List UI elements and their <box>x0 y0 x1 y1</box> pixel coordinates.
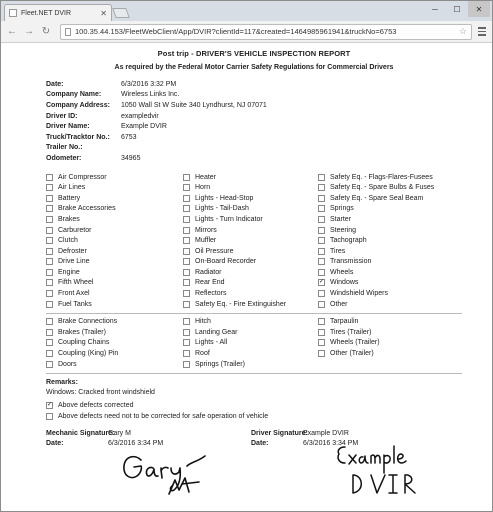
checkbox[interactable] <box>46 350 53 357</box>
info-row-odometer <box>46 153 462 164</box>
checklist-column <box>46 316 183 369</box>
checklist-item-drive-line[interactable] <box>46 257 183 268</box>
checklist-item-label: Transmission <box>330 258 372 266</box>
checklist-item-engine[interactable] <box>46 267 183 278</box>
checklist-item-front-axel[interactable] <box>46 288 183 299</box>
checklist-item-coupling-chains[interactable] <box>46 338 183 349</box>
truck-inspection-checklist <box>46 172 462 310</box>
checkbox[interactable] <box>183 301 190 308</box>
checklist-item-label: Other (Trailer) <box>330 350 374 358</box>
info-row-trailer-no <box>46 143 462 154</box>
checkbox[interactable] <box>46 216 53 223</box>
info-row-company-address <box>46 100 462 111</box>
info-row-driver-name <box>46 121 462 132</box>
checkbox[interactable] <box>46 279 53 286</box>
checklist-item-label: Reflectors <box>195 290 227 298</box>
checkbox[interactable] <box>46 227 53 234</box>
checkbox[interactable] <box>46 413 53 420</box>
info-label: Truck/Tracktor No.: <box>46 133 110 141</box>
maximize-icon[interactable]: ☐ <box>453 4 461 14</box>
checklist-item-safety-eq-fire-extinguisher[interactable] <box>183 299 318 310</box>
checkbox[interactable] <box>318 290 325 297</box>
checklist-column <box>46 172 183 310</box>
checkbox[interactable] <box>318 216 325 223</box>
checkbox[interactable] <box>46 361 53 368</box>
checklist-item-oil-pressure[interactable] <box>183 246 318 257</box>
new-tab-button[interactable] <box>112 8 130 18</box>
checkbox[interactable] <box>183 318 190 325</box>
mechanic-signature-image <box>119 446 219 498</box>
info-label: Company Address: <box>46 101 110 109</box>
remarks-text: Windows: Cracked front windshield <box>46 389 155 397</box>
certification-label: Above defects corrected <box>58 402 134 410</box>
checklist-item-tires-trailer[interactable] <box>318 327 448 338</box>
checklist-item-label: Radiator <box>195 268 222 276</box>
page-info-icon[interactable] <box>65 28 71 36</box>
checklist-column <box>183 172 318 310</box>
browser-menu-icon[interactable] <box>476 25 488 39</box>
address-bar[interactable] <box>60 24 472 40</box>
checklist-item-label: Brakes (Trailer) <box>58 328 106 336</box>
checkbox[interactable] <box>183 216 190 223</box>
checklist-item-label: Wheels <box>330 268 354 276</box>
info-row-driver-id <box>46 111 462 122</box>
checklist-item-radiator[interactable] <box>183 267 318 278</box>
checklist-item-coupling-king-pin[interactable] <box>46 348 183 359</box>
window-controls <box>424 1 490 17</box>
checklist-item-horn[interactable] <box>183 182 318 193</box>
driver-name: Example DVIR <box>303 429 349 437</box>
checklist-item-label: Mirrors <box>195 226 217 234</box>
checklist-item-muffler[interactable] <box>183 235 318 246</box>
checklist-item-label: Drive Line <box>58 258 90 266</box>
checklist-item-label: Safety Eq. - Flags-Flares-Fusees <box>330 173 433 181</box>
checklist-item-label: Landing Gear <box>195 328 238 336</box>
checklist-item-label: Springs (Trailer) <box>195 360 245 368</box>
checklist-item-label: Tires (Trailer) <box>330 328 372 336</box>
checklist-item-label: Safety Eq. - Spare Seal Beam <box>330 194 424 202</box>
mechanic-name: Gary M <box>108 429 131 437</box>
checkbox[interactable] <box>318 174 325 181</box>
url-text: 100.35.44.153/FleetWebClient/App/DVIR?clientId=117&created=1464985961941&truckNo=6753 <box>75 27 397 36</box>
info-value: 6/3/2016 3:32 PM <box>121 80 177 88</box>
info-value: 34965 <box>121 154 141 162</box>
checklist-item-tachograph[interactable] <box>318 235 448 246</box>
certification-option-1[interactable] <box>46 400 462 411</box>
info-row-company-name <box>46 90 462 101</box>
checklist-item-carburetor[interactable] <box>46 225 183 236</box>
checklist-item-brake-connections[interactable] <box>46 316 183 327</box>
checkbox[interactable] <box>318 237 325 244</box>
checkbox[interactable] <box>318 350 325 357</box>
checklist-item-air-lines[interactable] <box>46 182 183 193</box>
checklist-item-label: Steering <box>330 226 357 234</box>
reload-icon[interactable]: ↻ <box>41 26 51 37</box>
checkbox[interactable] <box>183 279 190 286</box>
info-value: Wireless Links Inc. <box>121 91 180 99</box>
checklist-item-label: Wheels (Trailer) <box>330 339 380 347</box>
checkbox[interactable] <box>46 318 53 325</box>
checkbox[interactable] <box>46 174 53 181</box>
checkbox[interactable] <box>183 184 190 191</box>
checklist-item-label: Coupling (King) Pin <box>58 350 119 358</box>
bookmark-star-icon[interactable]: ☆ <box>458 26 467 36</box>
section-divider <box>46 373 462 374</box>
checkbox[interactable] <box>318 329 325 336</box>
checklist-item-transmission[interactable] <box>318 257 448 268</box>
info-label: Driver Name: <box>46 123 90 131</box>
checklist-item-label: Lights - Turn Indicator <box>195 215 263 223</box>
checklist-item-brakes-trailer[interactable] <box>46 327 183 338</box>
checklist-item-label: Starter <box>330 215 352 223</box>
mechanic-date: 6/3/2016 3:34 PM <box>108 439 164 447</box>
checklist-item-label: Roof <box>195 350 210 358</box>
checklist-item-label: Tarpaulin <box>330 318 359 326</box>
checklist-item-mirrors[interactable] <box>183 225 318 236</box>
checkbox[interactable] <box>46 258 53 265</box>
checklist-item-label: Safety Eq. - Fire Extinguisher <box>195 300 287 308</box>
checkbox[interactable] <box>183 290 190 297</box>
driver-signature-image <box>333 441 451 497</box>
checklist-item-other-trailer[interactable] <box>318 348 448 359</box>
checklist-item-brake-accessories[interactable] <box>46 204 183 215</box>
checklist-item-label: Oil Pressure <box>195 247 234 255</box>
checkbox[interactable] <box>318 195 325 202</box>
checkbox[interactable] <box>318 301 325 308</box>
checklist-item-label: Coupling Chains <box>58 339 110 347</box>
checklist-item-starter[interactable] <box>318 214 448 225</box>
checklist-item-label: Fuel Tanks <box>58 300 92 308</box>
checklist-item-label: Carburetor <box>58 226 92 234</box>
checklist-item-brakes[interactable] <box>46 214 183 225</box>
checkbox[interactable] <box>46 195 53 202</box>
checklist-item-safety-eq-spare-seal-beam[interactable] <box>318 193 448 204</box>
checklist-item-landing-gear[interactable] <box>183 327 318 338</box>
browser-toolbar <box>1 21 492 43</box>
driver-date: 6/3/2016 3:34 PM <box>303 439 359 447</box>
tab-title: Fleet.NET DVIR <box>21 9 72 17</box>
checklist-item-rear-end[interactable] <box>183 278 318 289</box>
info-value: 1050 Wall St W Suite 340 Lyndhurst, NJ 07071 <box>121 101 267 109</box>
checklist-item-wheels-trailer[interactable] <box>318 338 448 349</box>
checkbox[interactable] <box>318 258 325 265</box>
checkbox[interactable] <box>318 339 325 346</box>
checklist-item-label: Lights - Head-Stop <box>195 194 254 202</box>
checklist-item-label: Air Lines <box>58 184 86 192</box>
checklist-item-label: Windshield Wipers <box>330 290 388 298</box>
tab-bar <box>1 1 492 21</box>
checklist-column <box>318 316 448 369</box>
certification-option-2[interactable] <box>46 411 462 422</box>
info-label: Odometer: <box>46 154 82 162</box>
checklist-item-doors[interactable] <box>46 359 183 370</box>
mechanic-date-label: Date: <box>46 439 64 447</box>
checklist-item-wheels[interactable] <box>318 267 448 278</box>
checklist-column <box>183 316 318 369</box>
info-row-truck-tracktor-no <box>46 132 462 143</box>
checkbox[interactable] <box>318 227 325 234</box>
checkbox[interactable] <box>46 290 53 297</box>
checkbox[interactable] <box>318 205 325 212</box>
checklist-item-windshield-wipers[interactable] <box>318 288 448 299</box>
checkbox[interactable] <box>183 205 190 212</box>
checklist-item-label: Defroster <box>58 247 87 255</box>
checkbox[interactable] <box>183 227 190 234</box>
checklist-item-label: Hitch <box>195 318 211 326</box>
tab-close-icon[interactable]: ✕ <box>100 8 107 18</box>
checklist-item-clutch[interactable] <box>46 235 183 246</box>
trailer-inspection-checklist <box>46 316 462 369</box>
info-label: Driver ID: <box>46 112 78 120</box>
checkbox[interactable] <box>318 184 325 191</box>
checklist-item-air-compressor[interactable] <box>46 172 183 183</box>
checklist-item-springs[interactable] <box>318 204 448 215</box>
checkbox[interactable] <box>183 174 190 181</box>
checklist-item-hitch[interactable] <box>183 316 318 327</box>
section-divider <box>46 313 462 314</box>
checkbox[interactable] <box>46 301 53 308</box>
checklist-item-lights-tail-dash[interactable] <box>183 204 318 215</box>
checklist-item-lights-all[interactable] <box>183 338 318 349</box>
checkbox[interactable] <box>318 248 325 255</box>
checklist-item-roof[interactable] <box>183 348 318 359</box>
checkbox[interactable] <box>183 269 190 276</box>
checkbox[interactable] <box>183 350 190 357</box>
info-label: Company Name: <box>46 91 102 99</box>
checklist-column <box>318 172 448 310</box>
info-value: 6753 <box>121 133 137 141</box>
checklist-item-label: Clutch <box>58 237 78 245</box>
checklist-item-label: Battery <box>58 194 81 202</box>
checklist-item-label: Engine <box>58 268 80 276</box>
checklist-item-lights-head-stop[interactable] <box>183 193 318 204</box>
checklist-item-springs-trailer[interactable] <box>183 359 318 370</box>
checklist-item-label: Horn <box>195 184 211 192</box>
checkbox[interactable] <box>183 237 190 244</box>
checkbox[interactable] <box>183 248 190 255</box>
checklist-item-label: Safety Eq. - Spare Bulbs & Fuses <box>330 184 435 192</box>
checklist-item-reflectors[interactable] <box>183 288 318 299</box>
checklist-item-safety-eq-spare-bulbs-and-fuses[interactable] <box>318 182 448 193</box>
minimize-icon[interactable]: ─ <box>432 4 438 14</box>
checklist-item-label: Tachograph <box>330 237 367 245</box>
mechanic-signature-label: Mechanic Signature: <box>46 429 115 437</box>
driver-date-label: Date: <box>251 439 269 447</box>
checkbox[interactable] <box>46 248 53 255</box>
checkbox[interactable] <box>46 237 53 244</box>
browser-tab[interactable] <box>4 4 112 21</box>
checklist-item-heater[interactable] <box>183 172 318 183</box>
checklist-item-label: Lights - Tail-Dash <box>195 205 249 213</box>
forward-arrow-icon[interactable]: → <box>24 26 34 37</box>
checklist-item-defroster[interactable] <box>46 246 183 257</box>
checkbox[interactable] <box>183 339 190 346</box>
checklist-item-label: Doors <box>58 360 77 368</box>
remarks-label: Remarks: <box>46 379 78 387</box>
checkbox[interactable] <box>183 258 190 265</box>
checklist-item-safety-eq-flags-flares-fusees[interactable] <box>318 172 448 183</box>
checklist-item-label: Lights - All <box>195 339 228 347</box>
checklist-item-label: Brakes <box>58 215 80 223</box>
driver-signature-label: Driver Signature: <box>251 429 308 437</box>
checklist-item-label: Brake Accessories <box>58 205 116 213</box>
checklist-item-windows[interactable] <box>318 278 448 289</box>
checkbox[interactable] <box>46 329 53 336</box>
checklist-item-label: Heater <box>195 173 217 181</box>
certification-options <box>46 400 462 422</box>
checkbox[interactable] <box>46 205 53 212</box>
checkbox[interactable] <box>183 195 190 202</box>
report-title: Post trip - DRIVER'S VEHICLE INSPECTION REPORT <box>157 49 351 58</box>
certification-label: Above defects need not to be corrected for safe operation of vehicle <box>58 413 269 421</box>
checkbox[interactable] <box>318 269 325 276</box>
checklist-item-on-board-recorder[interactable] <box>183 257 318 268</box>
checklist-item-label: Springs <box>330 205 354 213</box>
checklist-item-label: Air Compressor <box>58 173 107 181</box>
checklist-item-lights-turn-indicator[interactable] <box>183 214 318 225</box>
checkbox[interactable] <box>183 361 190 368</box>
checkbox[interactable]: ✓ <box>319 279 325 286</box>
checklist-item-label: Muffler <box>195 237 217 245</box>
checklist-item-tires[interactable] <box>318 246 448 257</box>
report-subtitle: As required by the Federal Motor Carrier Safety Regulations for Commercial Drivers <box>114 64 394 71</box>
info-value: exampledvir <box>121 112 159 120</box>
checkbox[interactable] <box>46 184 53 191</box>
checklist-item-other[interactable] <box>318 299 448 310</box>
checklist-item-label: Windows <box>330 279 359 287</box>
back-arrow-icon[interactable]: ← <box>7 26 17 37</box>
checkbox[interactable] <box>318 318 325 325</box>
checklist-item-label: Tires <box>330 247 346 255</box>
info-value: Example DVIR <box>121 123 167 131</box>
checklist-item-fuel-tanks[interactable] <box>46 299 183 310</box>
checklist-item-label: Brake Connections <box>58 318 118 326</box>
checklist-item-steering[interactable] <box>318 225 448 236</box>
report-info <box>46 79 462 164</box>
page-favicon-icon <box>9 9 17 17</box>
checklist-item-battery[interactable] <box>46 193 183 204</box>
checklist-item-label: Other <box>330 300 348 308</box>
checkbox[interactable] <box>46 269 53 276</box>
info-label: Trailer No.: <box>46 144 83 152</box>
checkbox[interactable] <box>46 339 53 346</box>
checklist-item-tarpaulin[interactable] <box>318 316 448 327</box>
info-label: Date: <box>46 80 64 88</box>
checklist-item-label: Rear End <box>195 279 225 287</box>
checklist-item-label: Front Axel <box>58 290 90 298</box>
checkbox[interactable] <box>183 329 190 336</box>
checklist-item-label: On-Board Recorder <box>195 258 257 266</box>
info-row-date <box>46 79 462 90</box>
checklist-item-label: Fifth Wheel <box>58 279 94 287</box>
close-window-icon[interactable]: ✕ <box>468 1 490 17</box>
checklist-item-fifth-wheel[interactable] <box>46 278 183 289</box>
checkbox[interactable]: ✓ <box>47 402 53 409</box>
